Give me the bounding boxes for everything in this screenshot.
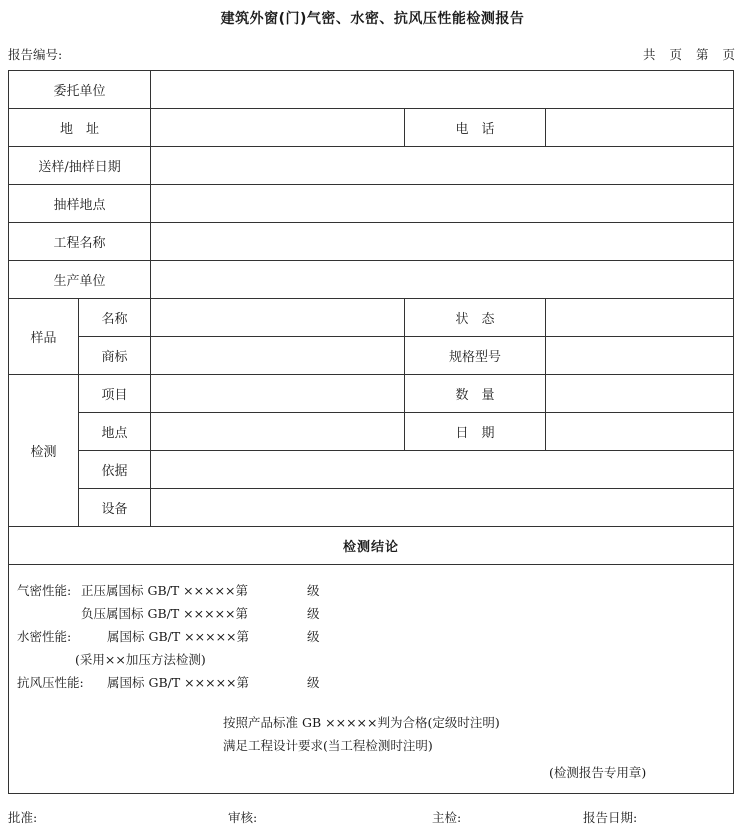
row-manufacturer	[9, 261, 734, 299]
test-basis-value[interactable]	[151, 451, 734, 489]
pressure-method-note: (采用××加压方法检测)	[75, 652, 206, 667]
row-test-place	[9, 413, 734, 451]
sample-brand-label: 商标	[79, 337, 151, 375]
test-group-label: 检测	[9, 375, 79, 527]
sample-spec-label: 规格型号	[405, 337, 546, 375]
row-client	[9, 71, 734, 109]
review-label: 审核:	[228, 810, 258, 825]
page-unit-label: 页	[669, 47, 682, 62]
row-project-name	[9, 223, 734, 261]
phone-label: 电 话	[405, 109, 546, 147]
wind-pressure-grade: 级	[307, 675, 320, 690]
page-total-label: 共	[642, 47, 656, 62]
report-date-label: 报告日期:	[583, 810, 638, 825]
sample-place-label: 抽样地点	[9, 185, 151, 223]
page-counter	[629, 45, 735, 63]
project-name-label: 工程名称	[9, 223, 151, 261]
conclusion-body	[9, 565, 734, 794]
conclusion-heading: 检测结论	[9, 527, 734, 565]
client-label: 委托单位	[9, 71, 151, 109]
manufacturer-value[interactable]	[151, 261, 734, 299]
sample-place-value[interactable]	[151, 185, 734, 223]
test-item-label: 项目	[79, 375, 151, 413]
sample-brand-value[interactable]	[151, 337, 405, 375]
row-test-item	[9, 375, 734, 413]
report-table	[8, 70, 734, 794]
row-sample-date	[9, 147, 734, 185]
sample-group-label: 样品	[9, 299, 79, 375]
report-number-label: 报告编号:	[8, 47, 63, 62]
verdict-design: 满足工程设计要求(当工程检测时注明)	[223, 738, 433, 753]
row-conclusion-body	[9, 565, 734, 794]
page-nth-label: 第	[695, 47, 709, 62]
watertight-label: 水密性能:	[17, 629, 72, 644]
report-seal: (检测报告专用章)	[549, 765, 647, 780]
row-address	[9, 109, 734, 147]
wind-pressure-text: 属国标 GB/T ×××××第	[107, 675, 250, 690]
test-quantity-value[interactable]	[546, 375, 734, 413]
report-title: 建筑外窗(门)气密、水密、抗风压性能检测报告	[220, 11, 525, 27]
sample-name-value[interactable]	[151, 299, 405, 337]
test-date-value[interactable]	[546, 413, 734, 451]
airtight-positive-text: 正压属国标 GB/T ×××××第	[81, 583, 249, 598]
sample-name-label: 名称	[79, 299, 151, 337]
test-quantity-label: 数 量	[405, 375, 546, 413]
manufacturer-label: 生产单位	[9, 261, 151, 299]
address-label: 地 址	[9, 109, 151, 147]
test-equipment-label: 设备	[79, 489, 151, 527]
sample-state-value[interactable]	[546, 299, 734, 337]
airtight-negative-text: 负压属国标 GB/T ×××××第	[81, 606, 249, 621]
row-sample-name	[9, 299, 734, 337]
row-test-equipment	[9, 489, 734, 527]
project-name-value[interactable]	[151, 223, 734, 261]
test-basis-label: 依据	[79, 451, 151, 489]
test-item-value[interactable]	[151, 375, 405, 413]
test-equipment-value[interactable]	[151, 489, 734, 527]
verdict-standard: 按照产品标准 GB ×××××判为合格(定级时注明)	[223, 715, 500, 730]
test-place-value[interactable]	[151, 413, 405, 451]
wind-pressure-label: 抗风压性能:	[17, 675, 84, 690]
airtight-positive-grade: 级	[307, 583, 320, 598]
sample-date-value[interactable]	[151, 147, 734, 185]
phone-value[interactable]	[546, 109, 734, 147]
client-value[interactable]	[151, 71, 734, 109]
sample-state-label: 状 态	[405, 299, 546, 337]
sample-spec-value[interactable]	[546, 337, 734, 375]
row-sample-place	[9, 185, 734, 223]
sample-date-label: 送样/抽样日期	[9, 147, 151, 185]
row-conclusion-heading	[9, 527, 734, 565]
inspector-label: 主检:	[432, 810, 462, 825]
row-sample-brand	[9, 337, 734, 375]
airtight-label: 气密性能:	[17, 583, 72, 598]
test-place-label: 地点	[79, 413, 151, 451]
watertight-text: 属国标 GB/T ×××××第	[107, 629, 250, 644]
row-test-basis	[9, 451, 734, 489]
address-value[interactable]	[151, 109, 405, 147]
test-date-label: 日 期	[405, 413, 546, 451]
page-unit-label-2: 页	[722, 47, 735, 62]
watertight-grade: 级	[307, 629, 320, 644]
approve-label: 批准:	[8, 810, 38, 825]
airtight-negative-grade: 级	[307, 606, 320, 621]
